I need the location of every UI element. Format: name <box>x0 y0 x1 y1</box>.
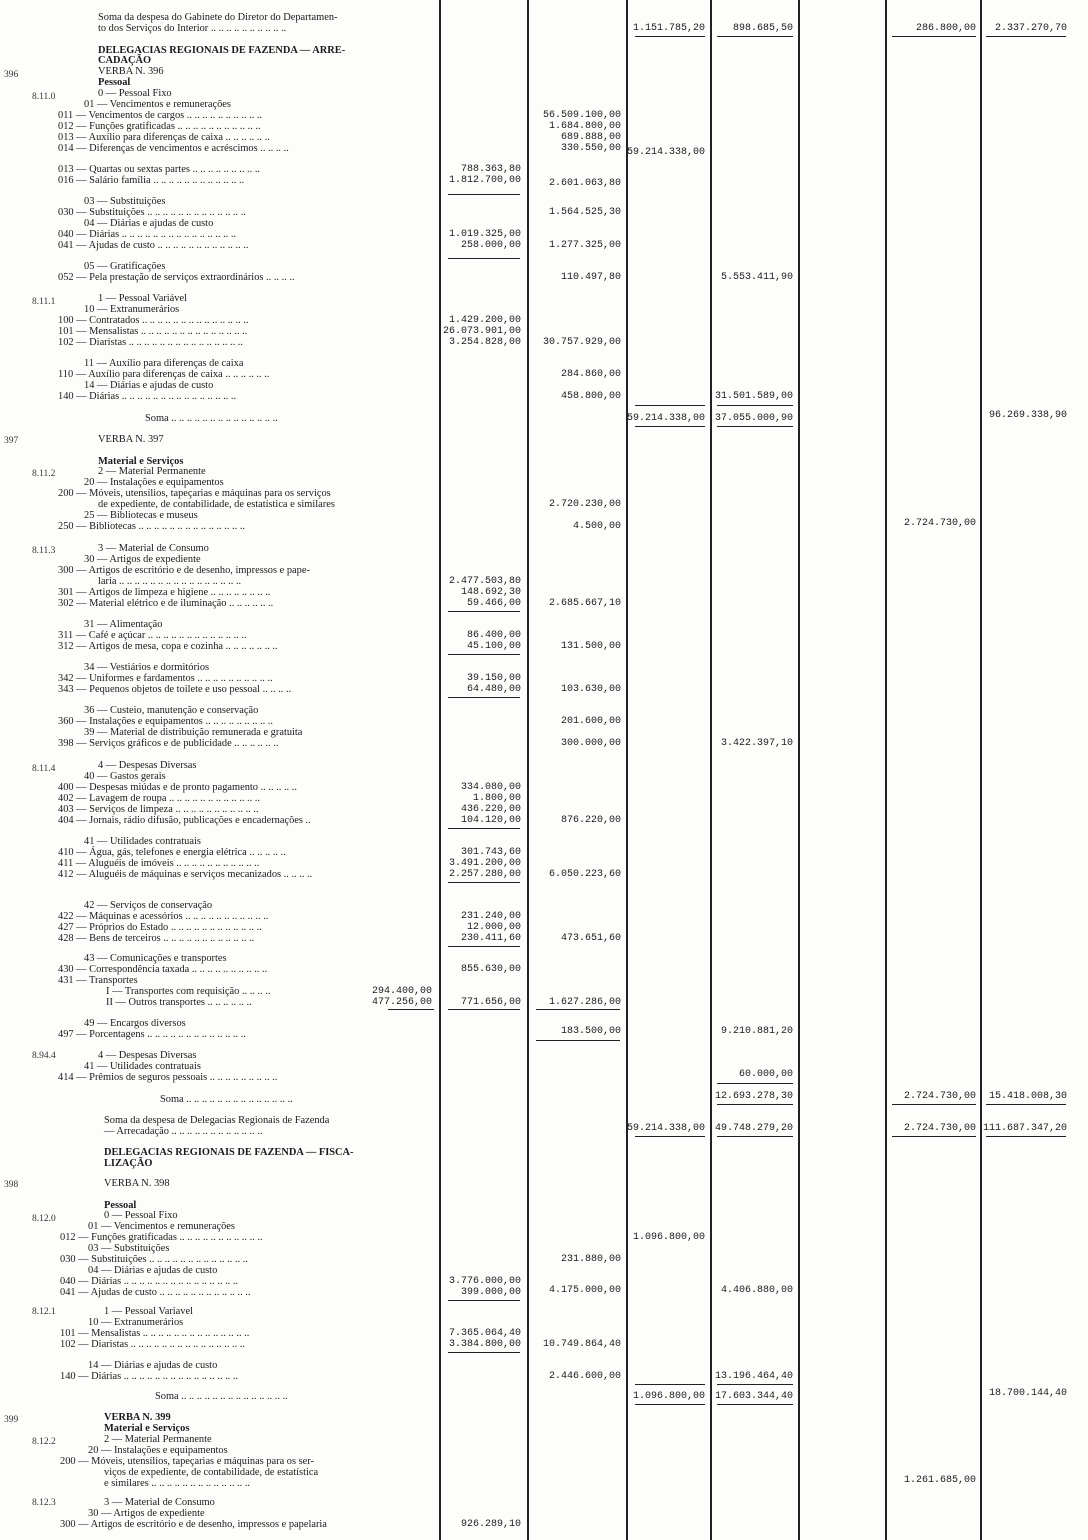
sum-rule <box>986 36 1066 37</box>
amount-value: 110.497,80 <box>560 272 621 283</box>
line-item-text: 31 — Alimentação <box>84 619 163 630</box>
sum-rule <box>635 1404 705 1405</box>
line-item-text: 4 — Despesas Diversas <box>98 1050 197 1061</box>
line-item-text: Soma .. .. .. .. .. .. .. .. .. .. .. .. .. .. <box>155 1391 288 1402</box>
amount-value: 1.277.325,00 <box>548 240 621 251</box>
line-item-text: 398 — Serviços gráficos e de publicidade .. .. .. .. .. .. <box>58 738 279 749</box>
amount-value: 18.700.144,40 <box>988 1388 1067 1399</box>
margin-code: 396 <box>4 70 19 80</box>
line-item-text: Soma da despesa de Delegacias Regionais de Fazenda <box>104 1115 330 1126</box>
amount-value: 4.500,00 <box>572 521 621 532</box>
amount-value: 2.257.280,00 <box>448 869 521 880</box>
amount-value: 1.627.286,00 <box>548 997 621 1008</box>
sum-rule <box>448 1009 520 1010</box>
column-rule <box>885 0 887 1540</box>
sum-rule <box>717 1083 793 1084</box>
amount-value: 334.080,00 <box>460 782 521 793</box>
margin-code: 8.11.2 <box>32 469 56 479</box>
amount-value: 2.685.667,10 <box>548 598 621 609</box>
column-rule <box>980 0 982 1540</box>
line-item-text: 430 — Correspondência taxada .. .. .. .. .. .. .. .. .. .. <box>58 964 268 975</box>
sum-rule <box>717 405 793 406</box>
amount-value: 286.800,00 <box>915 23 976 34</box>
sum-rule <box>388 1009 434 1010</box>
line-item-text: 102 — Diaristas .. .. .. .. .. .. .. .. .. .. .. .. .. .. .. <box>58 337 244 348</box>
margin-code: 8.12.0 <box>32 1214 56 1224</box>
line-item-text: 1 — Pessoal Variável <box>98 293 187 304</box>
line-item-text: 0 — Pessoal Fixo <box>104 1210 178 1221</box>
amount-value: 231.240,00 <box>460 911 521 922</box>
sum-rule <box>448 946 520 947</box>
line-item-text: 30 — Artigos de expediente <box>88 1508 205 1519</box>
amount-value: 9.210.881,20 <box>720 1026 793 1037</box>
amount-value: 689.888,00 <box>560 132 621 143</box>
line-item-text: 43 — Comunicações e transportes <box>84 953 227 964</box>
line-item-text: 411 — Aluguéis de imóveis .. .. .. .. .. .. .. .. .. .. .. <box>58 858 260 869</box>
amount-value: 1.564.525,30 <box>548 207 621 218</box>
amount-value: 1.151.785,20 <box>632 23 705 34</box>
sum-rule <box>448 258 520 259</box>
amount-value: 1.019.325,00 <box>448 229 521 240</box>
line-item-text: 14 — Diárias e ajudas de custo <box>88 1360 218 1371</box>
amount-value: 1.096.800,00 <box>632 1391 705 1402</box>
line-item-text: 343 — Pequenos objetos de toilete e uso pessoal .. .. .. .. <box>58 684 292 695</box>
line-item-text: 427 — Próprios do Estado .. .. .. .. .. .. .. .. .. .. .. .. <box>58 922 262 933</box>
amount-value: 2.446.600,00 <box>548 1371 621 1382</box>
line-item-text: 1 — Pessoal Variavel <box>104 1306 193 1317</box>
line-item-text: 431 — Transportes <box>58 975 138 986</box>
amount-value: 86.400,00 <box>466 630 521 641</box>
line-item-text: 03 — Substituições <box>84 196 166 207</box>
margin-code: 397 <box>4 436 19 446</box>
amount-value: 45.100,00 <box>466 641 521 652</box>
amount-value: 294.400,00 <box>371 986 432 997</box>
line-item-text: 011 — Vencimentos de cargos .. .. .. .. .. .. .. .. .. .. <box>58 110 263 121</box>
amount-value: 855.630,00 <box>460 964 521 975</box>
line-item-text: VERBA N. 398 <box>104 1178 170 1189</box>
line-item-text: 312 — Artigos de mesa, copa e cozinha .. .. .. .. .. .. .. <box>58 641 278 652</box>
amount-value: 399.000,00 <box>460 1287 521 1298</box>
amount-value: 37.055.000,90 <box>714 413 793 424</box>
amount-value: 59.214.338,00 <box>626 413 705 424</box>
line-item-text: 42 — Serviços de conservação <box>84 900 213 911</box>
amount-value: 2.720.230,00 <box>548 499 621 510</box>
line-item-text: 49 — Encargos diversos <box>84 1018 186 1029</box>
sum-rule <box>717 1404 793 1405</box>
sum-rule <box>448 828 520 829</box>
amount-value: 201.600,00 <box>560 716 621 727</box>
amount-value: 1.261.685,00 <box>903 1475 976 1486</box>
amount-value: 1.812.700,00 <box>448 175 521 186</box>
amount-value: 96.269.338,90 <box>988 410 1067 421</box>
amount-value: 2.477.503,80 <box>448 576 521 587</box>
column-rule <box>798 0 800 1540</box>
amount-value: 258.000,00 <box>460 240 521 251</box>
margin-code: 8.94.4 <box>32 1051 56 1061</box>
line-item-text: I — Transportes com requisição .. .. .. .. <box>106 986 271 997</box>
line-item-text: 040 — Diárias .. .. .. .. .. .. .. .. .. .. .. .. .. .. .. <box>60 1276 239 1287</box>
column-rule <box>439 0 441 1540</box>
line-item-text: 2 — Material Permanente <box>98 466 206 477</box>
line-item-text: 040 — Diárias .. .. .. .. .. .. .. .. .. .. .. .. .. .. .. <box>58 229 237 240</box>
amount-value: 131.500,00 <box>560 641 621 652</box>
line-item-text: 36 — Custeio, manutenção e conservação <box>84 705 259 716</box>
line-item-text: 414 — Prêmios de seguros pessoais .. .. .. .. .. .. .. .. .. <box>58 1072 278 1083</box>
sum-rule <box>635 405 705 406</box>
line-item-text: 410 — Água, gás, telefones e energia elétrica .. .. .. .. .. <box>58 847 286 858</box>
line-item-text: 311 — Café e açúcar .. .. .. .. .. .. .. .. .. .. .. .. .. <box>58 630 247 641</box>
line-item-text: 016 — Salário família .. .. .. .. .. .. .. .. .. .. .. .. <box>58 175 245 186</box>
line-item-text: 140 — Diárias .. .. .. .. .. .. .. .. .. .. .. .. .. .. .. <box>60 1371 239 1382</box>
line-item-text: 052 — Pela prestação de serviços extraordinários .. .. .. .. <box>58 272 295 283</box>
line-item-text: 101 — Mensalistas .. .. .. .. .. .. .. .. .. .. .. .. .. .. <box>58 326 248 337</box>
line-item-text: 41 — Utilidades contratuais <box>84 1061 201 1072</box>
sum-rule <box>536 1040 620 1041</box>
line-item-text: 25 — Bibliotecas e museus <box>84 510 198 521</box>
sum-rule <box>986 1104 1066 1105</box>
line-item-text: 300 — Artigos de escritório e de desenho, impressos e papelaria <box>60 1519 327 1530</box>
sum-rule <box>448 611 520 612</box>
amount-value: 59.214.338,00 <box>626 147 705 158</box>
line-item-text: 10 — Extranumerários <box>84 304 180 315</box>
amount-value: 330.550,00 <box>560 143 621 154</box>
sum-rule <box>448 1300 520 1301</box>
amount-value: 103.630,00 <box>560 684 621 695</box>
amount-value: 26.073.901,00 <box>442 326 521 337</box>
line-item-text: 20 — Instalações e equipamentos <box>88 1445 228 1456</box>
line-item-text: 41 — Utilidades contratuais <box>84 836 201 847</box>
sum-rule <box>892 1104 976 1105</box>
amount-value: 59.466,00 <box>466 598 521 609</box>
amount-value: 30.757.929,00 <box>542 337 621 348</box>
line-item-text: 013 — Auxílio para diferenças de caixa .. .. .. .. .. .. <box>58 132 270 143</box>
amount-value: 3.422.397,10 <box>720 738 793 749</box>
line-item-text: 34 — Vestiários e dormitórios <box>84 662 210 673</box>
margin-code: 8.11.1 <box>32 297 56 307</box>
line-item-text: 012 — Funções gratificadas .. .. .. .. .. .. .. .. .. .. .. <box>58 121 261 132</box>
sum-rule <box>717 1104 793 1105</box>
line-item-text: 4 — Despesas Diversas <box>98 760 197 771</box>
line-item-text: VERBA N. 399 <box>104 1412 171 1423</box>
amount-value: 473.651,60 <box>560 933 621 944</box>
amount-value: 230.411,60 <box>460 933 521 944</box>
amount-value: 2.601.063,80 <box>548 178 621 189</box>
amount-value: 2.724.730,00 <box>903 1091 976 1102</box>
line-item-text: 412 — Aluguéis de máquinas e serviços mecanizados .. .. .. .. <box>58 869 313 880</box>
line-item-text: 01 — Vencimentos e remunerações <box>88 1221 235 1232</box>
sum-rule <box>717 1384 793 1385</box>
line-item-text: 04 — Diárias e ajudas de custo <box>88 1265 218 1276</box>
line-item-text: 250 — Bibliotecas .. .. .. .. .. .. .. .. .. .. .. .. .. .. <box>58 521 246 532</box>
amount-value: 1.800,00 <box>472 793 521 804</box>
line-item-text: LIZAÇÃO <box>104 1158 153 1169</box>
line-item-text: 200 — Móveis, utensílios, tapeçarias e máquinas para os ser- <box>60 1456 315 1467</box>
line-item-text: VERBA N. 396 <box>98 66 164 77</box>
margin-code: 8.12.3 <box>32 1498 56 1508</box>
line-item-text: 422 — Máquinas e acessórios .. .. .. .. .. .. .. .. .. .. .. <box>58 911 269 922</box>
line-item-text: 014 — Diferenças de vencimentos e acréscimos .. .. .. .. <box>58 143 289 154</box>
amount-value: 3.776.000,00 <box>448 1276 521 1287</box>
amount-value: 49.748.279,20 <box>714 1123 793 1134</box>
amount-value: 2.724.730,00 <box>903 518 976 529</box>
line-item-text: 20 — Instalações e equipamentos <box>84 477 224 488</box>
column-rule <box>527 0 529 1540</box>
line-item-text: 400 — Despesas miúdas e de pronto pagamento .. .. .. .. .. <box>58 782 297 793</box>
line-item-text: Soma .. .. .. .. .. .. .. .. .. .. .. .. .. .. <box>160 1094 293 1105</box>
amount-value: 12.693.278,30 <box>714 1091 793 1102</box>
line-item-text: to dos Serviços do Interior .. .. .. .. .. .. .. .. .. .. <box>98 23 287 34</box>
line-item-text: 030 — Substituições .. .. .. .. .. .. .. .. .. .. .. .. .. <box>60 1254 248 1265</box>
line-item-text: 05 — Gratificações <box>84 261 166 272</box>
line-item-text: 140 — Diárias .. .. .. .. .. .. .. .. .. .. .. .. .. .. .. <box>58 391 237 402</box>
sum-rule <box>448 654 520 655</box>
line-item-text: de expediente, de contabilidade, de estatística e similares <box>98 499 335 510</box>
line-item-text: 041 — Ajudas de custo .. .. .. .. .. .. .. .. .. .. .. .. <box>60 1287 251 1298</box>
amount-value: 7.365.064,40 <box>448 1328 521 1339</box>
line-item-text: Pessoal <box>98 77 131 88</box>
margin-code: 399 <box>4 1415 19 1425</box>
line-item-text: 102 — Diaristas .. .. .. .. .. .. .. .. .. .. .. .. .. .. .. <box>60 1339 246 1350</box>
amount-value: 13.196.464,40 <box>714 1371 793 1382</box>
amount-value: 788.363,80 <box>460 164 521 175</box>
line-item-text: 013 — Quartas ou sextas partes .. .. .. .. .. .. .. .. .. <box>58 164 261 175</box>
amount-value: 60.000,00 <box>738 1069 793 1080</box>
line-item-text: 04 — Diárias e ajudas de custo <box>84 218 214 229</box>
amount-value: 10.749.864,40 <box>542 1339 621 1350</box>
amount-value: 876.220,00 <box>560 815 621 826</box>
sum-rule <box>635 36 705 37</box>
amount-value: 39.150,00 <box>466 673 521 684</box>
amount-value: 4.175.000,00 <box>548 1285 621 1296</box>
margin-code: 8.11.3 <box>32 546 56 556</box>
amount-value: 104.120,00 <box>460 815 521 826</box>
amount-value: 12.000,00 <box>466 922 521 933</box>
sum-rule <box>635 1136 705 1137</box>
line-item-text: CADAÇÃO <box>98 55 152 66</box>
amount-value: 17.603.344,40 <box>714 1391 793 1402</box>
line-item-text: — Arrecadação .. .. .. .. .. .. .. .. .. .. .. .. <box>104 1126 263 1137</box>
line-item-text: 360 — Instalações e equipamentos .. .. .. .. .. .. .. .. .. <box>58 716 273 727</box>
sum-rule <box>536 1009 620 1010</box>
sum-rule <box>448 1352 520 1353</box>
amount-value: 111.687.347,20 <box>982 1123 1067 1134</box>
amount-value: 3.384.800,00 <box>448 1339 521 1350</box>
line-item-text: 14 — Diárias e ajudas de custo <box>84 380 214 391</box>
margin-code: 8.11.0 <box>32 92 56 102</box>
sum-rule <box>448 882 520 883</box>
line-item-text: 01 — Vencimentos e remunerações <box>84 99 231 110</box>
margin-code: 398 <box>4 1180 19 1190</box>
line-item-text: 39 — Material de distribuição remunerada e gratuita <box>84 727 303 738</box>
amount-value: 1.429.200,00 <box>448 315 521 326</box>
amount-value: 183.500,00 <box>560 1026 621 1037</box>
margin-code: 8.12.2 <box>32 1437 56 1447</box>
amount-value: 6.050.223,60 <box>548 869 621 880</box>
amount-value: 31.501.589,00 <box>714 391 793 402</box>
amount-value: 3.491.200,00 <box>448 858 521 869</box>
margin-code: 8.12.1 <box>32 1307 56 1317</box>
line-item-text: Pessoal <box>104 1200 137 1211</box>
margin-code: 8.11.4 <box>32 764 56 774</box>
line-item-text: 200 — Móveis, utensílios, tapeçarias e máquinas para os serviços <box>58 488 331 499</box>
amount-value: 64.480,00 <box>466 684 521 695</box>
amount-value: 5.553.411,90 <box>720 272 793 283</box>
amount-value: 2.337.270,70 <box>994 23 1067 34</box>
amount-value: 1.096.800,00 <box>632 1232 705 1243</box>
sum-rule <box>717 426 793 427</box>
amount-value: 15.418.008,30 <box>988 1091 1067 1102</box>
line-item-text: 3 — Material de Consumo <box>98 543 209 554</box>
line-item-text: 10 — Extranumerários <box>88 1317 184 1328</box>
amount-value: 231.880,00 <box>560 1254 621 1265</box>
amount-value: 301.743,60 <box>460 847 521 858</box>
line-item-text: Material e Serviços <box>104 1423 190 1434</box>
sum-rule <box>986 1136 1066 1137</box>
column-rule <box>710 0 712 1540</box>
line-item-text: 428 — Bens de terceiros .. .. .. .. .. .. .. .. .. .. .. .. <box>58 933 255 944</box>
sum-rule <box>448 697 520 698</box>
line-item-text: Soma da despesa do Gabinete do Diretor do Departamen- <box>98 12 338 23</box>
sum-rule <box>635 1384 705 1385</box>
amount-value: 300.000,00 <box>560 738 621 749</box>
line-item-text: 2 — Material Permanente <box>104 1434 212 1445</box>
sum-rule <box>717 36 793 37</box>
amount-value: 4.406.880,00 <box>720 1285 793 1296</box>
amount-value: 3.254.828,00 <box>448 337 521 348</box>
line-item-text: 041 — Ajudas de custo .. .. .. .. .. .. .. .. .. .. .. .. <box>58 240 249 251</box>
line-item-text: 300 — Artigos de escritório e de desenho, impressos e pape- <box>58 565 310 576</box>
line-item-text: viços de expediente, de contabilidade, de estatística <box>104 1467 319 1478</box>
amount-value: 898.685,50 <box>732 23 793 34</box>
line-item-text: 030 — Substituições .. .. .. .. .. .. .. .. .. .. .. .. .. <box>58 207 246 218</box>
line-item-text: 40 — Gastos gerais <box>84 771 166 782</box>
line-item-text: 0 — Pessoal Fixo <box>98 88 172 99</box>
line-item-text: 403 — Serviços de limpeza .. .. .. .. .. .. .. .. .. .. .. <box>58 804 259 815</box>
line-item-text: 302 — Material elétrico e de iluminação .. .. .. .. .. .. <box>58 598 274 609</box>
line-item-text: 497 — Porcentagens .. .. .. .. .. .. .. .. .. .. .. .. .. <box>58 1029 246 1040</box>
line-item-text: DELEGACIAS REGIONAIS DE FAZENDA — ARRE- <box>98 45 346 56</box>
line-item-text: 012 — Funções gratificadas .. .. .. .. .. .. .. .. .. .. .. <box>60 1232 263 1243</box>
amount-value: 59.214.338,00 <box>626 1123 705 1134</box>
line-item-text: laria .. .. .. .. .. .. .. .. .. .. .. .. .. .. .. .. <box>98 576 242 587</box>
line-item-text: Soma .. .. .. .. .. .. .. .. .. .. .. .. .. .. <box>145 413 278 424</box>
line-item-text: 11 — Auxílio para diferenças de caixa <box>84 358 244 369</box>
column-rule <box>626 0 628 1540</box>
amount-value: 148.692,30 <box>460 587 521 598</box>
line-item-text: DELEGACIAS REGIONAIS DE FAZENDA — FISCA- <box>104 1147 354 1158</box>
line-item-text: VERBA N. 397 <box>98 434 164 445</box>
line-item-text: II — Outros transportes .. .. .. .. .. .. <box>106 997 252 1008</box>
line-item-text: 101 — Mensalistas .. .. .. .. .. .. .. .. .. .. .. .. .. .. <box>60 1328 250 1339</box>
line-item-text: 30 — Artigos de expediente <box>84 554 201 565</box>
line-item-text: 03 — Substituições <box>88 1243 170 1254</box>
amount-value: 436.220,00 <box>460 804 521 815</box>
amount-value: 284.860,00 <box>560 369 621 380</box>
amount-value: 56.509.100,00 <box>542 110 621 121</box>
line-item-text: 342 — Uniformes e fardamentos .. .. .. .. .. .. .. .. .. .. <box>58 673 273 684</box>
line-item-text: 3 — Material de Consumo <box>104 1497 215 1508</box>
line-item-text: 404 — Jornais, rádio difusão, publicações e encadernações .. <box>58 815 311 826</box>
line-item-text: e similares .. .. .. .. .. .. .. .. .. .. .. .. .. <box>104 1478 251 1489</box>
sum-rule <box>717 1136 793 1137</box>
amount-value: 1.684.800,00 <box>548 121 621 132</box>
line-item-text: 110 — Auxílio para diferenças de caixa .. .. .. .. .. .. <box>58 369 270 380</box>
sum-rule <box>892 36 976 37</box>
amount-value: 477.256,00 <box>371 997 432 1008</box>
sum-rule <box>635 426 705 427</box>
line-item-text: Material e Serviços <box>98 456 184 467</box>
sum-rule <box>892 1136 976 1137</box>
line-item-text: 100 — Contratados .. .. .. .. .. .. .. .. .. .. .. .. .. .. <box>58 315 249 326</box>
sum-rule <box>448 194 520 195</box>
amount-value: 771.656,00 <box>460 997 521 1008</box>
amount-value: 2.724.730,00 <box>903 1123 976 1134</box>
amount-value: 458.800,00 <box>560 391 621 402</box>
line-item-text: 402 — Lavagem de roupa .. .. .. .. .. .. .. .. .. .. .. .. <box>58 793 261 804</box>
amount-value: 926.289,10 <box>460 1519 521 1530</box>
line-item-text: 301 — Artigos de limpeza e higiene .. .. .. .. .. .. .. .. <box>58 587 271 598</box>
